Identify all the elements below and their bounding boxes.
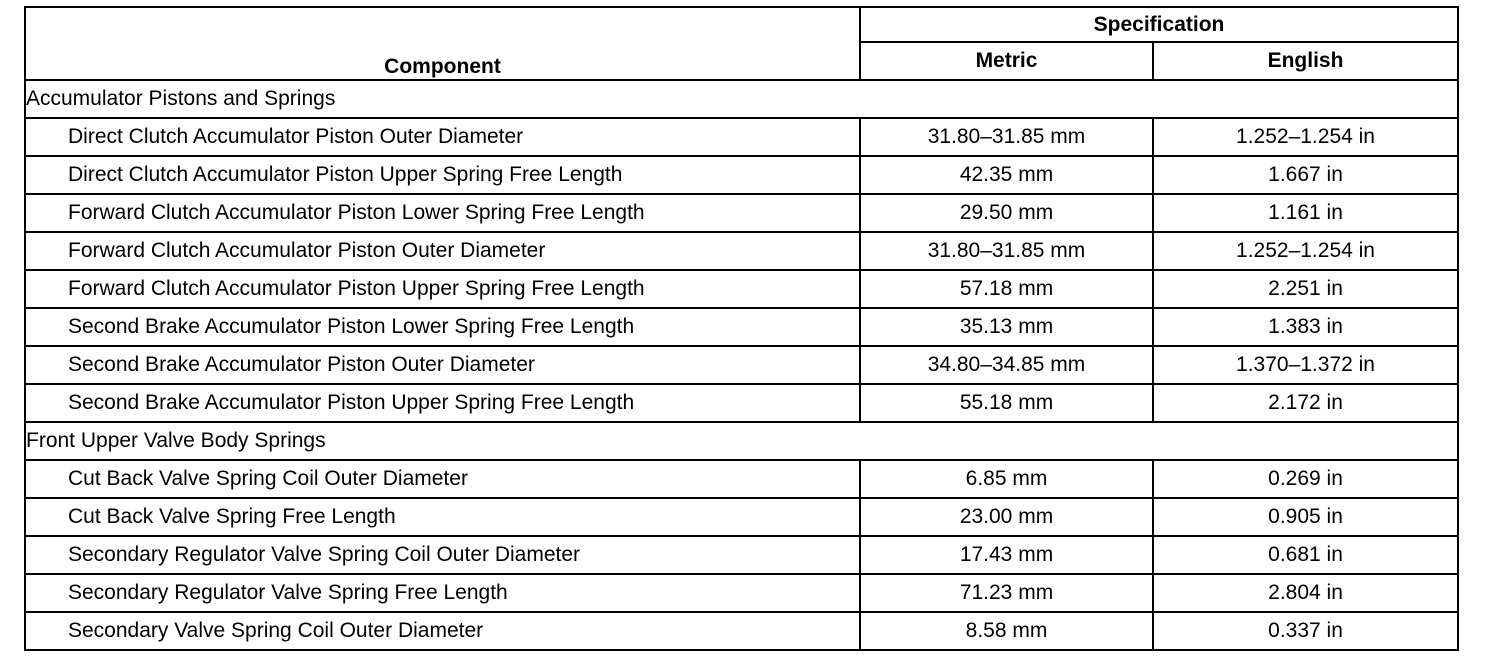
metric-cell: 23.00 mm <box>860 498 1153 536</box>
component-cell: Forward Clutch Accumulator Piston Lower Spring Free Length <box>25 194 860 232</box>
metric-cell: 34.80–34.85 mm <box>860 346 1153 384</box>
section-row <box>25 80 1458 118</box>
table-row <box>25 498 1458 536</box>
specification-table <box>24 6 1459 651</box>
table-row <box>25 384 1458 422</box>
table-row <box>25 270 1458 308</box>
table-row <box>25 536 1458 574</box>
english-cell: 1.667 in <box>1153 156 1458 194</box>
table-row <box>25 156 1458 194</box>
section-row <box>25 422 1458 460</box>
metric-cell: 6.85 mm <box>860 460 1153 498</box>
component-cell: Cut Back Valve Spring Free Length <box>25 498 860 536</box>
table-row <box>25 232 1458 270</box>
table-row <box>25 118 1458 156</box>
section-title: Front Upper Valve Body Springs <box>25 422 1458 460</box>
metric-cell: 8.58 mm <box>860 612 1153 650</box>
english-cell: 1.370–1.372 in <box>1153 346 1458 384</box>
metric-cell: 29.50 mm <box>860 194 1153 232</box>
metric-cell: 35.13 mm <box>860 308 1153 346</box>
table-row <box>25 346 1458 384</box>
component-cell: Second Brake Accumulator Piston Upper Spring Free Length <box>25 384 860 422</box>
table-row <box>25 574 1458 612</box>
english-cell: 1.383 in <box>1153 308 1458 346</box>
english-cell: 1.161 in <box>1153 194 1458 232</box>
english-header: English <box>1153 42 1458 80</box>
specification-header: Specification <box>860 7 1458 42</box>
component-cell: Secondary Regulator Valve Spring Free Length <box>25 574 860 612</box>
table-row <box>25 308 1458 346</box>
component-cell: Direct Clutch Accumulator Piston Upper Spring Free Length <box>25 156 860 194</box>
metric-header: Metric <box>860 42 1153 80</box>
component-cell: Forward Clutch Accumulator Piston Outer Diameter <box>25 232 860 270</box>
english-cell: 0.269 in <box>1153 460 1458 498</box>
component-cell: Secondary Regulator Valve Spring Coil Outer Diameter <box>25 536 860 574</box>
metric-cell: 31.80–31.85 mm <box>860 118 1153 156</box>
metric-cell: 55.18 mm <box>860 384 1153 422</box>
metric-cell: 71.23 mm <box>860 574 1153 612</box>
section-title: Accumulator Pistons and Springs <box>25 80 1458 118</box>
english-cell: 2.251 in <box>1153 270 1458 308</box>
component-cell: Secondary Valve Spring Coil Outer Diameter <box>25 612 860 650</box>
english-cell: 0.905 in <box>1153 498 1458 536</box>
component-cell: Direct Clutch Accumulator Piston Outer Diameter <box>25 118 860 156</box>
english-cell: 1.252–1.254 in <box>1153 232 1458 270</box>
english-cell: 0.337 in <box>1153 612 1458 650</box>
component-cell: Second Brake Accumulator Piston Lower Spring Free Length <box>25 308 860 346</box>
metric-cell: 42.35 mm <box>860 156 1153 194</box>
metric-cell: 57.18 mm <box>860 270 1153 308</box>
table-row <box>25 612 1458 650</box>
english-cell: 0.681 in <box>1153 536 1458 574</box>
english-cell: 1.252–1.254 in <box>1153 118 1458 156</box>
metric-cell: 31.80–31.85 mm <box>860 232 1153 270</box>
english-cell: 2.804 in <box>1153 574 1458 612</box>
component-cell: Cut Back Valve Spring Coil Outer Diameter <box>25 460 860 498</box>
component-cell: Second Brake Accumulator Piston Outer Diameter <box>25 346 860 384</box>
component-header: Component <box>25 7 860 80</box>
metric-cell: 17.43 mm <box>860 536 1153 574</box>
english-cell: 2.172 in <box>1153 384 1458 422</box>
component-cell: Forward Clutch Accumulator Piston Upper Spring Free Length <box>25 270 860 308</box>
table-row <box>25 194 1458 232</box>
table-row <box>25 460 1458 498</box>
